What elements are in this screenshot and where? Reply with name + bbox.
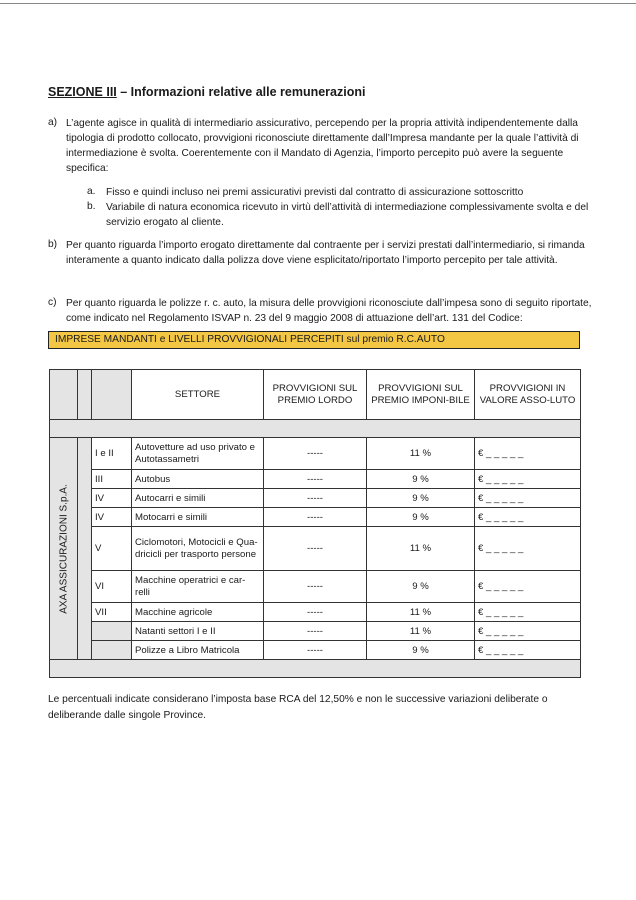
para-a-marker: a) <box>48 117 58 128</box>
row-settore: Autocarri e simili <box>132 489 264 508</box>
row-imponibile: 9 % <box>367 489 475 508</box>
header-blank-2 <box>78 370 92 420</box>
header-blank-3 <box>92 370 132 420</box>
para-c-text: Per quanto riguarda le polizze r. c. auto, la misura delle provvigioni riconosciute dall’impesa sono di seguito riportate, come indicato nel Regolamento ISVAP n. 23 del 9 maggio 2008 di attuazione dell’art. 131 del Codice: <box>66 298 592 324</box>
row-code: V <box>92 527 132 571</box>
row-code <box>92 641 132 660</box>
row-lordo: ----- <box>264 489 367 508</box>
row-assoluto: € _ _ _ _ _ <box>475 527 581 571</box>
row-imponibile: 9 % <box>367 470 475 489</box>
row-assoluto: € _ _ _ _ _ <box>475 489 581 508</box>
row-lordo: ----- <box>264 527 367 571</box>
row-assoluto: € _ _ _ _ _ <box>475 470 581 489</box>
row-imponibile: 9 % <box>367 508 475 527</box>
section-heading-prefix: SEZIONE III <box>48 85 117 99</box>
table-header-row <box>50 370 581 420</box>
row-settore: Motocarri e simili <box>132 508 264 527</box>
row-assoluto: € _ _ _ _ _ <box>475 622 581 641</box>
row-assoluto: € _ _ _ _ _ <box>475 508 581 527</box>
row-lordo: ----- <box>264 641 367 660</box>
header-valore-assoluto: PROVVIGIONI IN VALORE ASSO-LUTO <box>475 370 581 420</box>
spacer-cell <box>50 420 581 438</box>
row-settore: Macchine agricole <box>132 603 264 622</box>
row-code: I e II <box>92 438 132 470</box>
header-premio-imponibile: PROVVIGIONI SUL PREMIO IMPONI-BILE <box>367 370 475 420</box>
table-row <box>50 489 581 508</box>
banner-imprese-mandanti: IMPRESE MANDANTI e LIVELLI PROVVIGIONALI PERCEPITI sul premio R.C.AUTO <box>48 331 580 349</box>
table-row <box>50 622 581 641</box>
row-lordo: ----- <box>264 622 367 641</box>
row-code: IV <box>92 489 132 508</box>
table-row <box>50 641 581 660</box>
row-code: VII <box>92 603 132 622</box>
para-c-marker: c) <box>48 297 57 308</box>
row-imponibile: 11 % <box>367 527 475 571</box>
header-blank-1 <box>50 370 78 420</box>
row-imponibile: 11 % <box>367 603 475 622</box>
row-settore: Autovetture ad uso privato e Autotassametri <box>132 438 264 470</box>
row-assoluto: € _ _ _ _ _ <box>475 641 581 660</box>
shade-column <box>78 438 92 660</box>
para-b-marker: b) <box>48 239 58 250</box>
row-imponibile: 11 % <box>367 622 475 641</box>
row-code: VI <box>92 571 132 603</box>
section-heading-title: – Informazioni relative alle remunerazioni <box>116 85 366 99</box>
table-row <box>50 508 581 527</box>
item-a-text: Fisso e quindi incluso nei premi assicurativi previsti dal contratto di assicurazione sottoscritto <box>106 187 524 198</box>
row-lordo: ----- <box>264 603 367 622</box>
footer-note: Le percentuali indicate considerano l’imposta base RCA del 12,50% e non le successive variazioni deliberate o deliberande dalle singole Province. <box>48 694 548 721</box>
row-code <box>92 622 132 641</box>
row-lordo: ----- <box>264 438 367 470</box>
header-settore: SETTORE <box>132 370 264 420</box>
para-a-text: L’agente agisce in qualità di intermediario assicurativo, percependo per la propria attività indipendentemente dalla tipologia di prodotto collocato, provvigioni riconosciute direttamente dall’Impresa mandante per la quale l’attività di intermediazione è svolta. Coerentemente con il Mandato di Agenzia, l’importo percepito può avere la seguente specifica: <box>66 118 579 174</box>
table-row <box>50 527 581 571</box>
top-rule <box>0 3 636 4</box>
table-row <box>50 571 581 603</box>
row-settore: Autobus <box>132 470 264 489</box>
row-code: IV <box>92 508 132 527</box>
table-spacer-row <box>50 420 581 438</box>
row-settore: Polizze a Libro Matricola <box>132 641 264 660</box>
table-row <box>50 438 581 470</box>
row-lordo: ----- <box>264 508 367 527</box>
section-heading <box>48 85 365 99</box>
table-row <box>50 603 581 622</box>
item-b-marker: b. <box>87 201 96 212</box>
company-name: AXA ASSICURAZIONI S.p.A. <box>58 483 69 614</box>
table-row <box>50 470 581 489</box>
item-b-text: Variabile di natura economica ricevuto in virtù dell’attività di intermediazione complessivamente svolta e del servizio erogato al cliente. <box>106 202 589 228</box>
row-assoluto: € _ _ _ _ _ <box>475 603 581 622</box>
company-cell <box>50 438 78 660</box>
para-b-text: Per quanto riguarda l’importo erogato direttamente dal contraente per i servizi prestati dall’intermediario, si rimanda interamente a quanto indicato dalla polizza dove viene esplicitato/riportato l’importo percepito per tale attività. <box>66 240 585 266</box>
row-imponibile: 11 % <box>367 438 475 470</box>
footer-spacer-cell <box>50 660 581 678</box>
header-premio-lordo: PROVVIGIONI SUL PREMIO LORDO <box>264 370 367 420</box>
row-settore: Macchine operatrici e car-relli <box>132 571 264 603</box>
row-code: III <box>92 470 132 489</box>
row-settore: Ciclomotori, Motocicli e Qua-dricicli per trasporto persone <box>132 527 264 571</box>
row-lordo: ----- <box>264 571 367 603</box>
table-footer-row <box>50 660 581 678</box>
row-assoluto: € _ _ _ _ _ <box>475 571 581 603</box>
row-settore: Natanti settori I e II <box>132 622 264 641</box>
row-imponibile: 9 % <box>367 641 475 660</box>
row-assoluto: € _ _ _ _ _ <box>475 438 581 470</box>
item-a-marker: a. <box>87 186 96 197</box>
row-imponibile: 9 % <box>367 571 475 603</box>
provvigioni-table <box>49 369 581 678</box>
row-lordo: ----- <box>264 470 367 489</box>
